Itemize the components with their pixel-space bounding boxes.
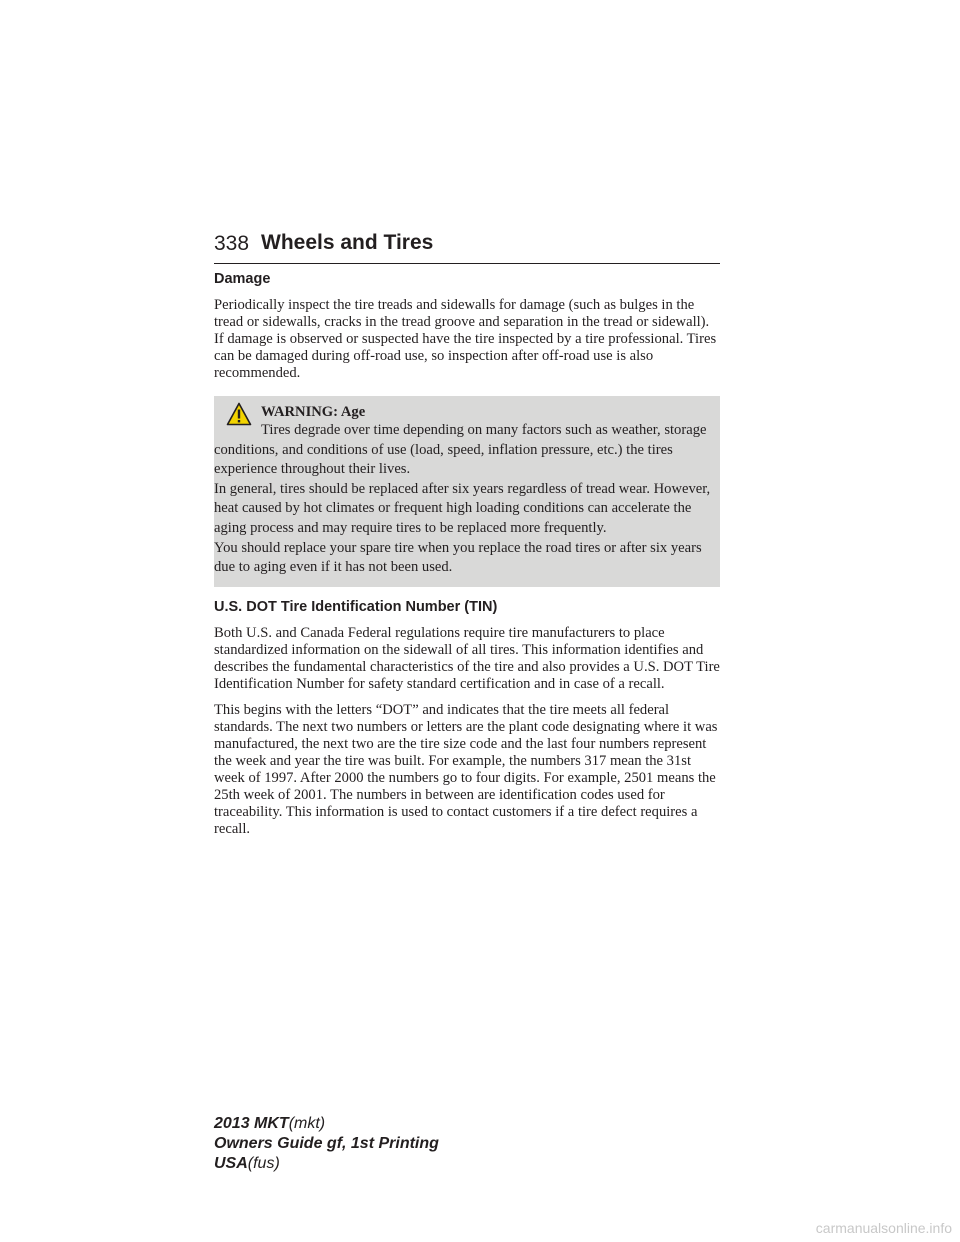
print-footer [214,1114,439,1174]
warning-paragraph: In general, tires should be replaced after six years regardless of tread wear. However, heat caused by hot climates or frequent high loading conditions can accelerate the aging process and may require tires to be replaced more frequently. [214,480,711,536]
footer-market: USA [214,1155,248,1172]
footer-market-code: (fus) [247,1155,280,1172]
footer-guide: Owners Guide gf, 1st Printing [214,1135,439,1152]
footer-model: 2013 MKT [214,1115,289,1132]
warning-box [214,396,720,587]
page-header [214,229,720,264]
warning-paragraph: You should replace your spare tire when you replace the road tires or after six years due to aging even if it has not been used. [214,539,702,576]
page-number: 338 [214,232,250,255]
footer-model-code: (mkt) [288,1115,326,1132]
damage-heading: Damage [214,271,271,287]
damage-paragraph: Periodically inspect the tire treads and sidewalls for damage (such as bulges in the tread or sidewalls, cracks in the tread groove and separation in the tread or sidewall). If damage is observed or suspected have the tire inspected by a tire professional. Tires can be damaged during off-road use, so inspection after off-road use is also recommended. [214,297,717,381]
page-content [214,269,720,847]
warning-title: WARNING: Age [261,404,366,420]
warning-paragraph: Tires degrade over time depending on many factors such as weather, storage conditions, and conditions of use (load, speed, inflation pressure, etc.) the tires experience throughout their lives. [214,422,707,478]
tin-heading: U.S. DOT Tire Identification Number (TIN) [214,598,498,615]
warning-triangle-icon [226,402,252,426]
watermark: carmanualsonline.info [815,1220,952,1236]
tin-paragraph: This begins with the letters “DOT” and indicates that the tire meets all federal standards. The next two numbers or letters are the plant code designating where it was manufactured, the next two are the tire size code and the last four numbers represent the week and year the tire was built. For example, the numbers 317 mean the 31st week of 1997. After 2000 the numbers go to four digits. For example, 2501 means the 25th week of 2001. The numbers in between are identification codes used for traceability. This information is used to contact customers if a tire defect requires a recall. [214,701,718,837]
section-title: Wheels and Tires [261,231,434,254]
tin-paragraph: Both U.S. and Canada Federal regulations require tire manufacturers to place standardized information on the sidewall of all tires. This information identifies and describes the fundamental characteristics of the tire and also provides a U.S. DOT Tire Identification Number for safety standard certification and in case of a recall. [214,624,720,692]
